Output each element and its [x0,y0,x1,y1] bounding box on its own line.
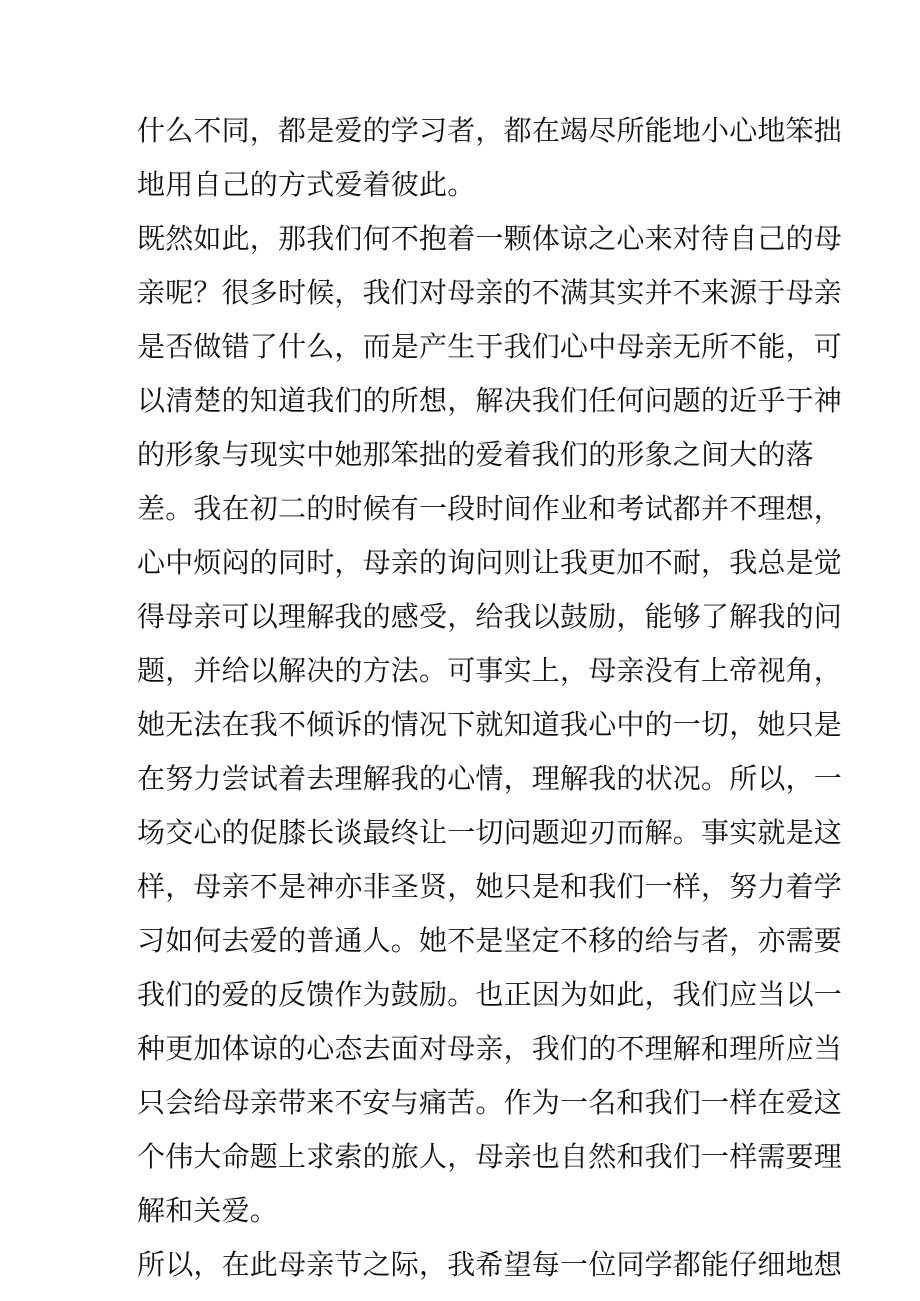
text-line-12: 她无法在我不倾诉的情况下就知道我心中的一切，她只是 [137,708,843,741]
text-line-13: 在努力尝试着去理解我的心情，理解我的状况。所以，一 [137,762,843,795]
text-line-9: 心中烦闷的同时，母亲的询问则让我更加不耐，我总是觉 [137,546,843,579]
text-line-1: 什么不同，都是爱的学习者，都在竭尽所能地小心地笨拙 [137,114,843,147]
text-line-16: 习如何去爱的普通人。她不是坚定不移的给与者，亦需要 [137,924,843,957]
text-line-20: 个伟大命题上求索的旅人，母亲也自然和我们一样需要理 [137,1140,843,1173]
text-line-10: 得母亲可以理解我的感受，给我以鼓励，能够了解我的问 [137,600,843,633]
text-line-15: 样，母亲不是神亦非圣贤，她只是和我们一样，努力着学 [137,870,843,903]
text-line-4: 亲呢？很多时候，我们对母亲的不满其实并不来源于母亲 [137,276,843,309]
text-line-18: 种更加体谅的心态去面对母亲，我们的不理解和理所应当 [137,1032,843,1065]
text-line-8: 差。我在初二的时候有一段时间作业和考试都并不理想， [137,492,843,525]
text-line-17: 我们的爱的反馈作为鼓励。也正因为如此，我们应当以一 [137,978,843,1011]
text-line-19: 只会给母亲带来不安与痛苦。作为一名和我们一样在爱这 [137,1086,843,1119]
text-line-5: 是否做错了什么，而是产生于我们心中母亲无所不能，可 [137,330,843,363]
text-line-6: 以清楚的知道我们的所想，解决我们任何问题的近乎于神 [137,384,843,417]
body-text [137,104,843,1292]
text-line-7: 的形象与现实中她那笨拙的爱着我们的形象之间大的落 [137,438,814,471]
text-line-2: 地用自己的方式爱着彼此。 [137,168,476,201]
text-line-3: 既然如此，那我们何不抱着一颗体谅之心来对待自己的母 [137,222,843,255]
text-line-11: 题，并给以解决的方法。可事实上，母亲没有上帝视角， [137,654,843,687]
text-line-14: 场交心的促膝长谈最终让一切问题迎刃而解。事实就是这 [137,816,843,849]
text-line-22: 所以，在此母亲节之际，我希望每一位同学都能仔细地想 [137,1248,843,1281]
text-line-21: 解和关爱。 [137,1194,279,1227]
